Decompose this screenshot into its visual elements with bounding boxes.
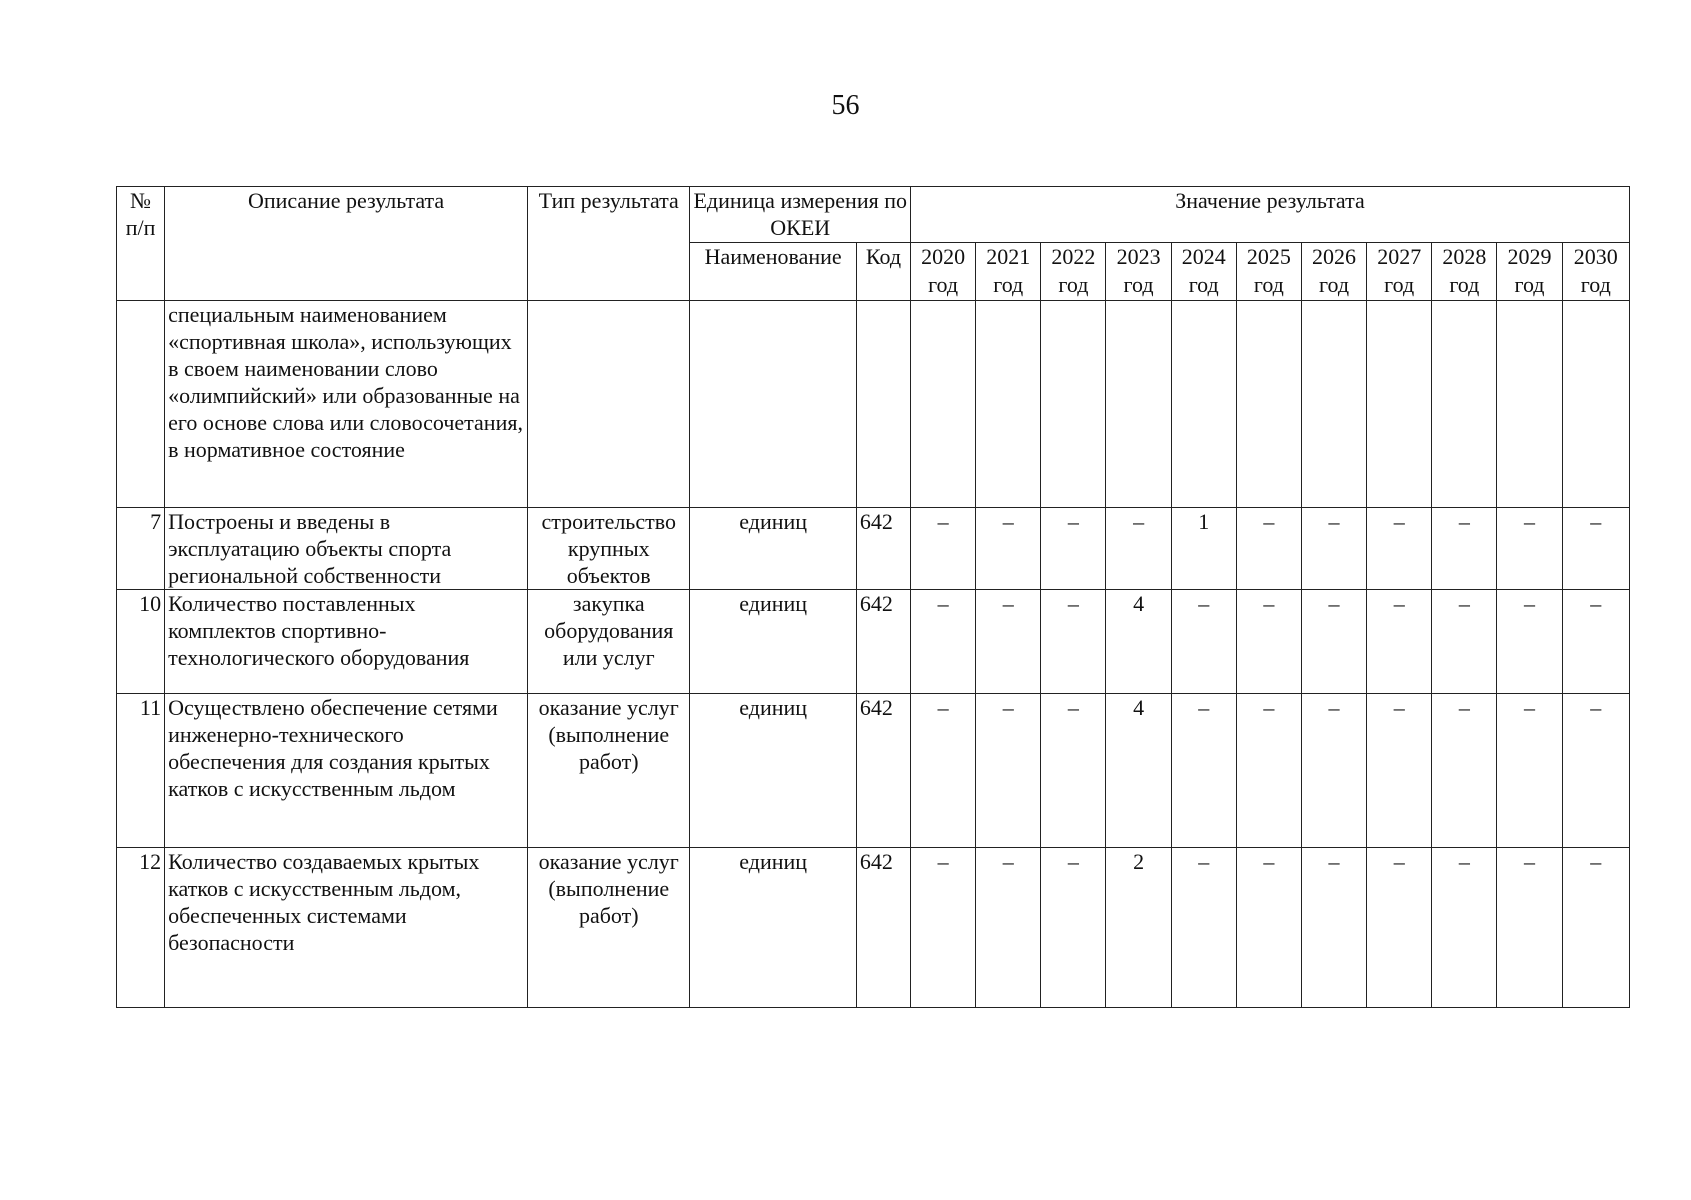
header-year-suffix: год	[1188, 272, 1219, 297]
row-value-2020: –	[911, 694, 976, 848]
row-value-2020: –	[911, 508, 976, 590]
row-number: 10	[117, 590, 165, 694]
row-value-2022: –	[1041, 694, 1106, 848]
row-value-2027	[1367, 301, 1432, 508]
row-code: 642	[856, 848, 910, 1008]
header-year-suffix: год	[1580, 272, 1611, 297]
row-number	[117, 301, 165, 508]
row-value-2020: –	[911, 590, 976, 694]
row-value-2024: 1	[1171, 508, 1236, 590]
header-value: Значение результата	[911, 187, 1630, 243]
row-type: закупка оборудования или услуг	[528, 590, 690, 694]
row-value-2029	[1497, 301, 1562, 508]
row-value-2023: 4	[1106, 590, 1171, 694]
row-unit: единиц	[690, 508, 856, 590]
row-value-2022: –	[1041, 590, 1106, 694]
header-type: Тип результата	[528, 187, 690, 301]
row-type: строительство крупных объектов	[528, 508, 690, 590]
table-row	[117, 694, 1630, 848]
header-unit-code: Код	[856, 243, 910, 301]
header-year-label: 2028	[1442, 244, 1487, 269]
row-type: оказание услуг (выполнение работ)	[528, 848, 690, 1008]
row-value-2021: –	[976, 694, 1041, 848]
row-number: 12	[117, 848, 165, 1008]
row-type: оказание услуг (выполнение работ)	[528, 694, 690, 848]
header-year-suffix: год	[1253, 272, 1284, 297]
row-value-2027: –	[1367, 694, 1432, 848]
row-value-2028: –	[1432, 508, 1497, 590]
row-value-2027: –	[1367, 590, 1432, 694]
row-value-2025: –	[1236, 848, 1301, 1008]
row-value-2024	[1171, 301, 1236, 508]
header-year-2021	[976, 243, 1041, 301]
header-year-2030	[1562, 243, 1629, 301]
row-value-2030: –	[1562, 848, 1629, 1008]
row-description: Построены и введены в эксплуатацию объекты спорта региональной собственности	[165, 508, 528, 590]
row-code	[856, 301, 910, 508]
header-year-2029	[1497, 243, 1562, 301]
header-year-label: 2023	[1116, 244, 1161, 269]
row-value-2026	[1301, 301, 1366, 508]
row-code: 642	[856, 508, 910, 590]
row-value-2021: –	[976, 590, 1041, 694]
header-year-2022	[1041, 243, 1106, 301]
header-unit-name: Наименование	[690, 243, 856, 301]
table-row	[117, 590, 1630, 694]
table-row	[117, 848, 1630, 1008]
header-year-label: 2021	[986, 244, 1031, 269]
header-year-label: 2029	[1507, 244, 1552, 269]
page-number: 56	[831, 90, 860, 121]
row-code: 642	[856, 590, 910, 694]
row-value-2027: –	[1367, 508, 1432, 590]
results-table	[116, 186, 1630, 1008]
row-value-2029: –	[1497, 590, 1562, 694]
row-value-2026: –	[1301, 694, 1366, 848]
header-year-label: 2020	[921, 244, 966, 269]
row-value-2024: –	[1171, 694, 1236, 848]
row-value-2026: –	[1301, 508, 1366, 590]
row-value-2025: –	[1236, 590, 1301, 694]
row-value-2029: –	[1497, 508, 1562, 590]
row-value-2028: –	[1432, 694, 1497, 848]
row-value-2030: –	[1562, 590, 1629, 694]
row-value-2021	[976, 301, 1041, 508]
header-year-label: 2030	[1573, 244, 1618, 269]
header-year-suffix: год	[1123, 272, 1154, 297]
row-value-2022	[1041, 301, 1106, 508]
row-value-2024: –	[1171, 848, 1236, 1008]
header-year-suffix: год	[1384, 272, 1415, 297]
row-unit: единиц	[690, 694, 856, 848]
table-row	[117, 301, 1630, 508]
header-year-2024	[1171, 243, 1236, 301]
row-description: Осуществлено обеспечение сетями инженерно-технического обеспечения для создания крытых катков с искусственным льдом	[165, 694, 528, 848]
row-type	[528, 301, 690, 508]
row-value-2025: –	[1236, 508, 1301, 590]
header-num: № п/п	[117, 187, 165, 301]
header-year-suffix: год	[1319, 272, 1350, 297]
row-value-2024: –	[1171, 590, 1236, 694]
header-year-2026	[1301, 243, 1366, 301]
row-value-2028: –	[1432, 590, 1497, 694]
header-year-suffix: год	[1449, 272, 1480, 297]
row-value-2021: –	[976, 508, 1041, 590]
row-value-2020	[911, 301, 976, 508]
row-description: специальным наименованием «спортивная школа», использующих в своем наименовании слово «олимпийский» или образованные на его основе слова или словосочетания, в нормативное состояние	[165, 301, 528, 508]
header-year-suffix: год	[1058, 272, 1089, 297]
row-value-2029: –	[1497, 848, 1562, 1008]
header-description: Описание результата	[165, 187, 528, 301]
row-value-2030: –	[1562, 508, 1629, 590]
row-value-2026: –	[1301, 848, 1366, 1008]
header-year-2027	[1367, 243, 1432, 301]
row-value-2028	[1432, 301, 1497, 508]
row-value-2023: 4	[1106, 694, 1171, 848]
row-value-2020: –	[911, 848, 976, 1008]
row-value-2023: 2	[1106, 848, 1171, 1008]
header-year-label: 2024	[1181, 244, 1226, 269]
table-row	[117, 508, 1630, 590]
row-description: Количество поставленных комплектов спортивно-технологического оборудования	[165, 590, 528, 694]
row-number: 7	[117, 508, 165, 590]
row-value-2022: –	[1041, 848, 1106, 1008]
row-number: 11	[117, 694, 165, 848]
row-value-2030	[1562, 301, 1629, 508]
header-year-label: 2022	[1051, 244, 1096, 269]
row-value-2025	[1236, 301, 1301, 508]
header-year-label: 2026	[1312, 244, 1357, 269]
header-year-2020	[911, 243, 976, 301]
row-unit: единиц	[690, 590, 856, 694]
row-value-2025: –	[1236, 694, 1301, 848]
header-unit: Единица измерения по ОКЕИ	[690, 187, 911, 243]
header-year-2025	[1236, 243, 1301, 301]
row-value-2023: –	[1106, 508, 1171, 590]
row-unit	[690, 301, 856, 508]
row-value-2029: –	[1497, 694, 1562, 848]
header-year-suffix: год	[928, 272, 959, 297]
row-value-2023	[1106, 301, 1171, 508]
row-value-2021: –	[976, 848, 1041, 1008]
row-unit: единиц	[690, 848, 856, 1008]
header-year-2028	[1432, 243, 1497, 301]
header-year-2023	[1106, 243, 1171, 301]
row-description: Количество создаваемых крытых катков с искусственным льдом, обеспеченных системами безопасности	[165, 848, 528, 1008]
row-value-2028: –	[1432, 848, 1497, 1008]
header-year-label: 2027	[1377, 244, 1422, 269]
header-year-suffix: год	[1514, 272, 1545, 297]
row-value-2030: –	[1562, 694, 1629, 848]
header-year-suffix: год	[993, 272, 1024, 297]
row-value-2026: –	[1301, 590, 1366, 694]
row-value-2027: –	[1367, 848, 1432, 1008]
row-code: 642	[856, 694, 910, 848]
header-year-label: 2025	[1246, 244, 1291, 269]
row-value-2022: –	[1041, 508, 1106, 590]
